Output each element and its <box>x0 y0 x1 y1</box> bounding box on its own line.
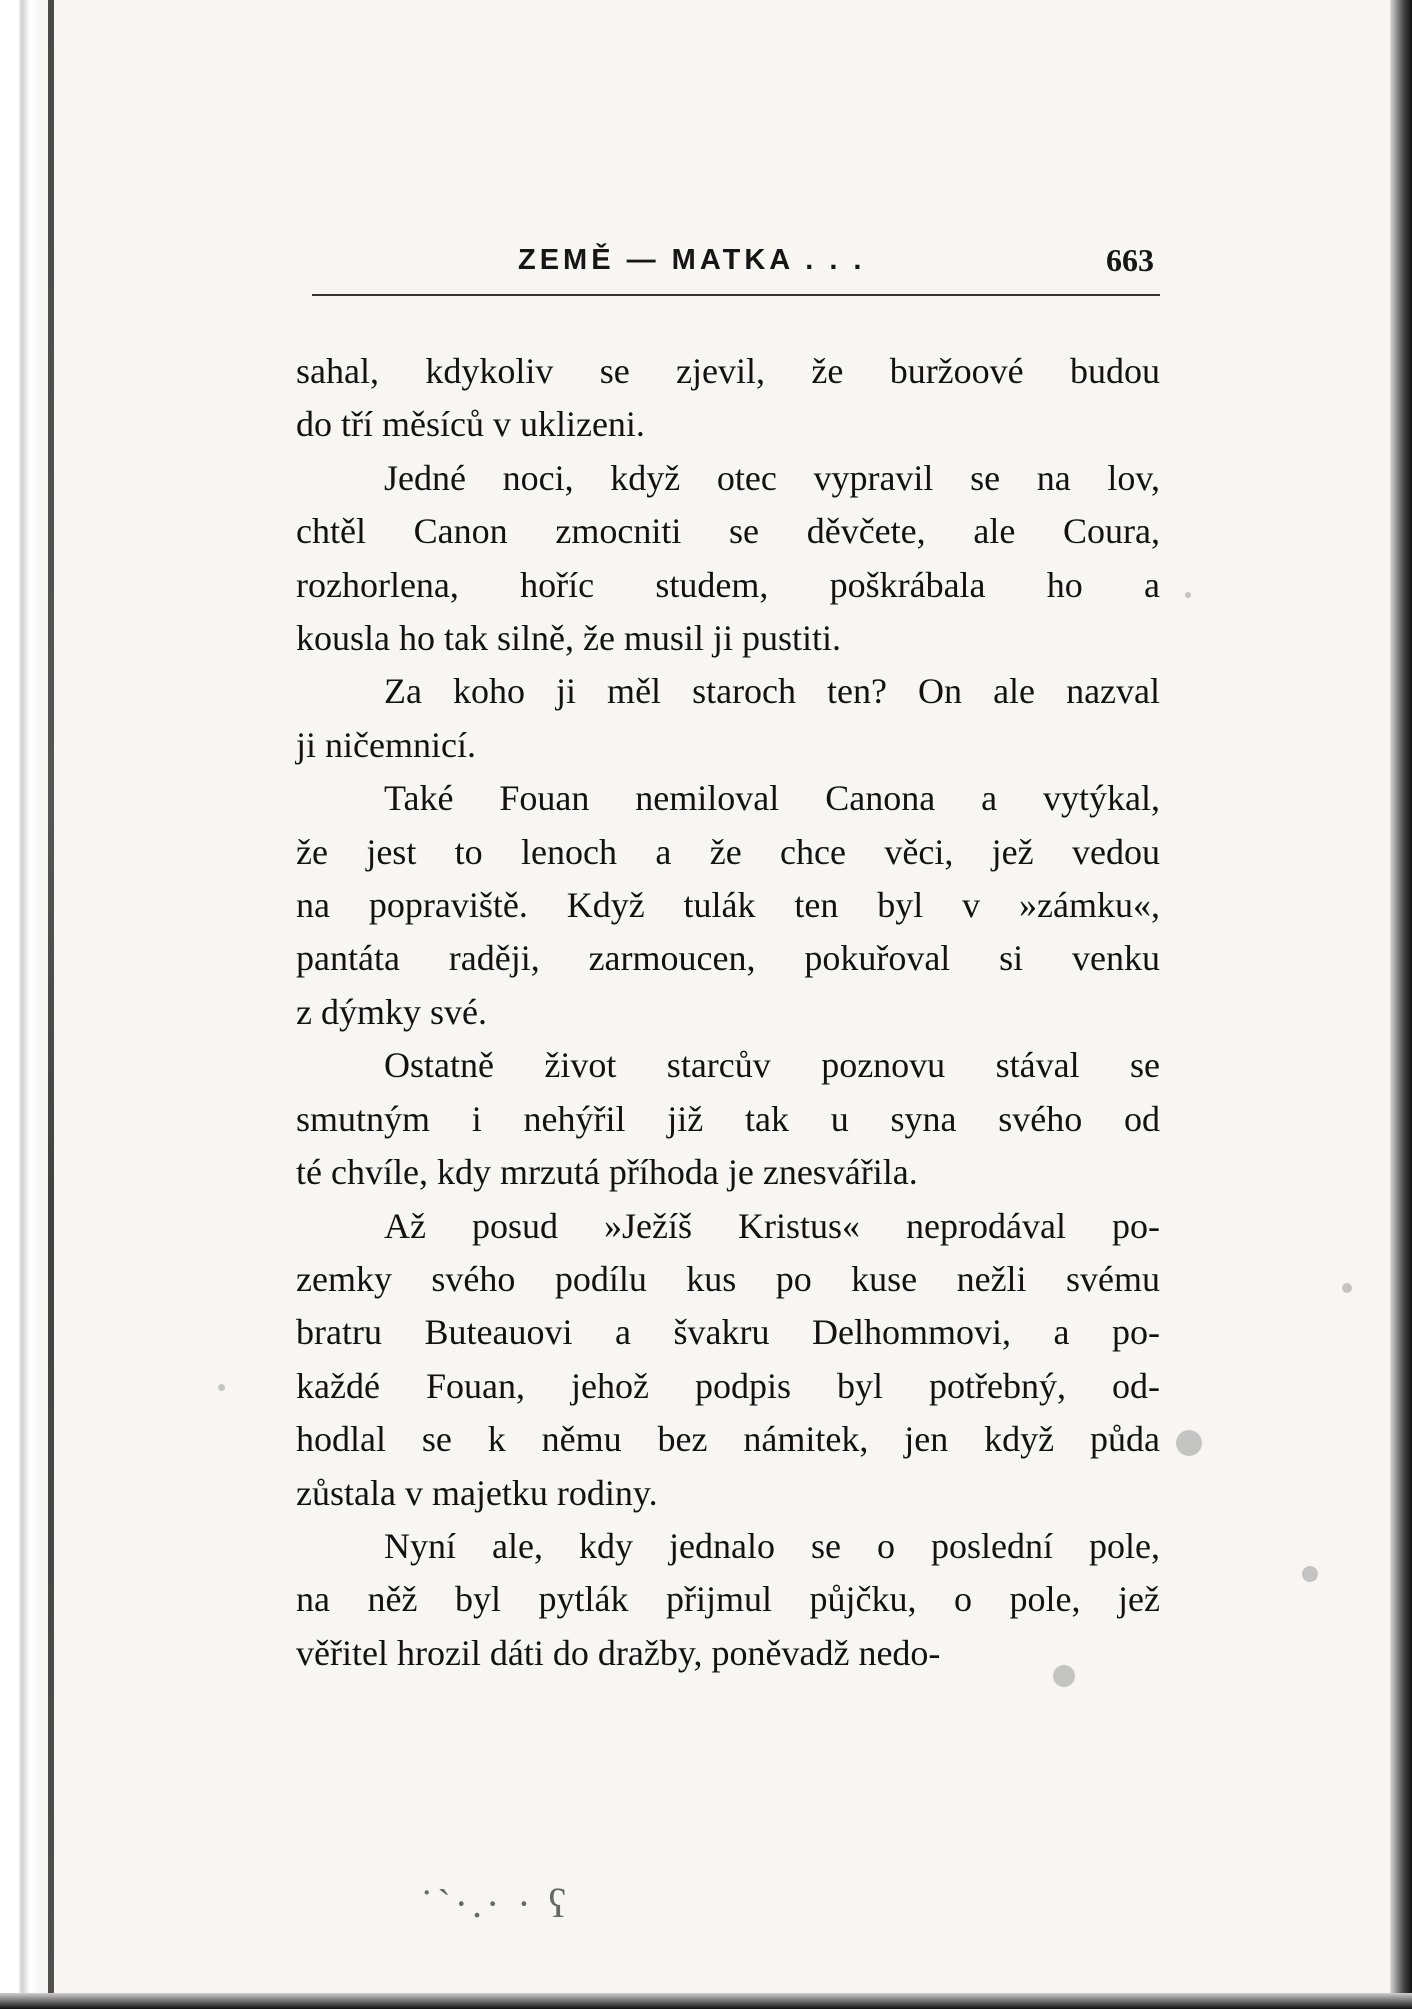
text-line: každé Fouan, jehož podpis byl potřebný, od- <box>296 1365 1160 1406</box>
page-header <box>312 232 1160 292</box>
paragraph <box>296 345 1160 452</box>
scan-speck <box>1342 1283 1352 1293</box>
paragraph <box>296 1520 1160 1680</box>
scan-noise-marks: ˙`·.· · ʕ <box>420 1881 571 1926</box>
text-line: věřitel hrozil dáti do dražby, poněvadž nedo- <box>296 1632 941 1673</box>
page-right-edge <box>1390 0 1412 2009</box>
text-line: Také Fouan nemiloval Canona a vytýkal, <box>384 778 1160 819</box>
paragraph <box>296 1039 1160 1199</box>
text-line: zůstala v majetku rodiny. <box>296 1472 658 1513</box>
scan-speck <box>1176 1430 1202 1456</box>
text-line: sahal, kdykoliv se zjevil, že buržoové budou <box>296 351 1160 391</box>
page-binding-edge <box>0 0 44 2009</box>
scan-speck <box>1185 592 1191 598</box>
scan-speck <box>1053 1665 1075 1687</box>
text-line: na popraviště. Když tulák ten byl v »zámku«, <box>296 885 1160 926</box>
text-line: Až posud »Ježíš Kristus« neprodával po- <box>384 1205 1160 1246</box>
text-line: Ostatně život starcův poznovu stával se <box>384 1045 1160 1086</box>
text-line: rozhorlena, hoříc studem, poškrábala ho a <box>296 564 1160 605</box>
text-line: z dýmky své. <box>296 991 487 1032</box>
binding-shadow-line <box>48 0 54 2009</box>
text-line: bratru Buteauovi a švakru Delhommovi, a po- <box>296 1312 1160 1353</box>
paragraph <box>296 665 1160 772</box>
text-line: že jest to lenoch a že chce věci, jež vedou <box>296 831 1160 872</box>
text-line: do tří měsíců v uklizeni. <box>296 404 645 445</box>
page-bottom-edge <box>0 1993 1412 2009</box>
text-line: kousla ho tak silně, že musil ji pustiti. <box>296 618 841 659</box>
text-line: smutným i nehýřil již tak u syna svého od <box>296 1098 1160 1139</box>
scan-speck <box>1302 1566 1318 1582</box>
page-number: 663 <box>1106 242 1154 278</box>
header-rule <box>312 294 1160 296</box>
text-line: zemky svého podílu kus po kuse nežli svému <box>296 1258 1160 1299</box>
text-line: na něž byl pytlák přijmul půjčku, o pole, jež <box>296 1579 1160 1620</box>
text-line: hodlal se k němu bez námitek, jen když půda <box>296 1419 1160 1460</box>
text-line: Za koho ji měl staroch ten? On ale nazval <box>384 671 1160 712</box>
body-text <box>296 345 1160 1680</box>
paragraph <box>296 772 1160 1039</box>
text-line: Jedné noci, když otec vypravil se na lov, <box>384 457 1160 498</box>
text-line: ji ničemnicí. <box>296 724 476 765</box>
paragraph <box>296 452 1160 666</box>
text-line: té chvíle, kdy mrzutá příhoda je znesvářila. <box>296 1152 918 1193</box>
paragraph <box>296 1200 1160 1520</box>
text-line: Nyní ale, kdy jednalo se o poslední pole, <box>384 1525 1160 1566</box>
text-line: pantáta raději, zarmoucen, pokuřoval si venku <box>296 938 1160 979</box>
running-title: ZEMĚ — MATKA . . . <box>518 244 866 276</box>
scan-speck <box>218 1384 225 1391</box>
text-line: chtěl Canon zmocniti se děvčete, ale Coura, <box>296 511 1160 552</box>
